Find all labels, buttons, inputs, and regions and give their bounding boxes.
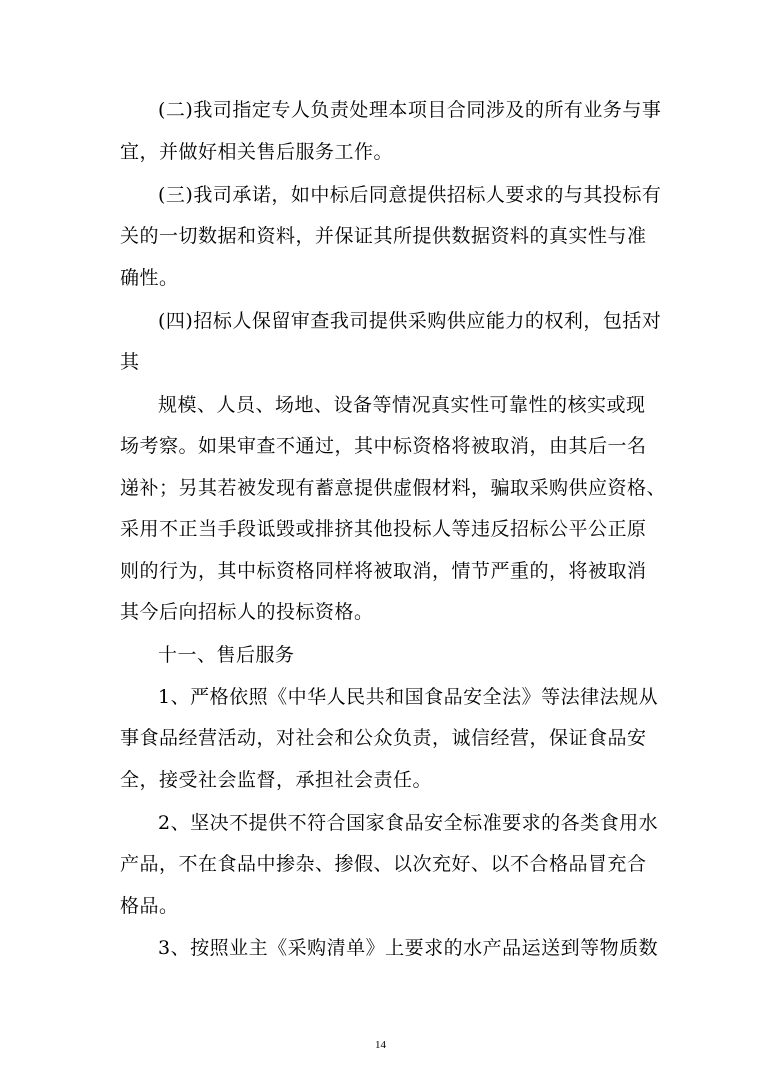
text-line: 其	[120, 351, 140, 373]
text-line: 关的一切数据和资料，并保证其所提供数据资料的真实性与准	[120, 225, 647, 247]
text-line: 产品，不在食品中掺杂、掺假、以次充好、以不合格品冒充合	[120, 853, 647, 875]
text-line: 采用不正当手段诋毁或排挤其他投标人等违反招标公平公正原	[120, 518, 647, 540]
text-line: 确性。	[120, 267, 179, 289]
text-line: 递补；另其若被发现有蓄意提供虚假材料，骗取采购供应资格、	[120, 477, 667, 499]
text-line: 3、按照业主《采购清单》上要求的水产品运送到等物质数	[158, 937, 659, 959]
text-line: (二)我司指定专人负责处理本项目合同涉及的所有业务与事	[158, 99, 662, 121]
text-line: (三)我司承诺，如中标后同意提供招标人要求的与其投标有	[158, 184, 662, 206]
text-line: 事食品经营活动，对社会和公众负责，诚信经营，保证食品安	[120, 727, 647, 749]
text-line: 格品。	[120, 895, 179, 917]
text-line: 规模、人员、场地、设备等情况真实性可靠性的核实或现	[158, 394, 646, 416]
text-line: 场考察。如果审查不通过，其中标资格将被取消，由其后一名	[120, 435, 647, 457]
text-line: 2、坚决不提供不符合国家食品安全标准要求的各类食用水	[158, 812, 659, 834]
text-line: (四)招标人保留审查我司提供采购供应能力的权利，包括对	[158, 310, 662, 332]
page-number: 14	[375, 1039, 386, 1051]
text-line: 则的行为，其中标资格同样将被取消，情节严重的，将被取消	[120, 560, 647, 582]
text-line: 宜，并做好相关售后服务工作。	[120, 141, 394, 163]
text-line: 其今后向招标人的投标资格。	[120, 601, 374, 623]
text-line: 1、严格依照《中华人民共和国食品安全法》等法律法规从	[158, 686, 659, 708]
text-line: 全，接受社会监督，承担社会责任。	[120, 769, 433, 791]
section-heading: 十一、售后服务	[158, 644, 295, 666]
